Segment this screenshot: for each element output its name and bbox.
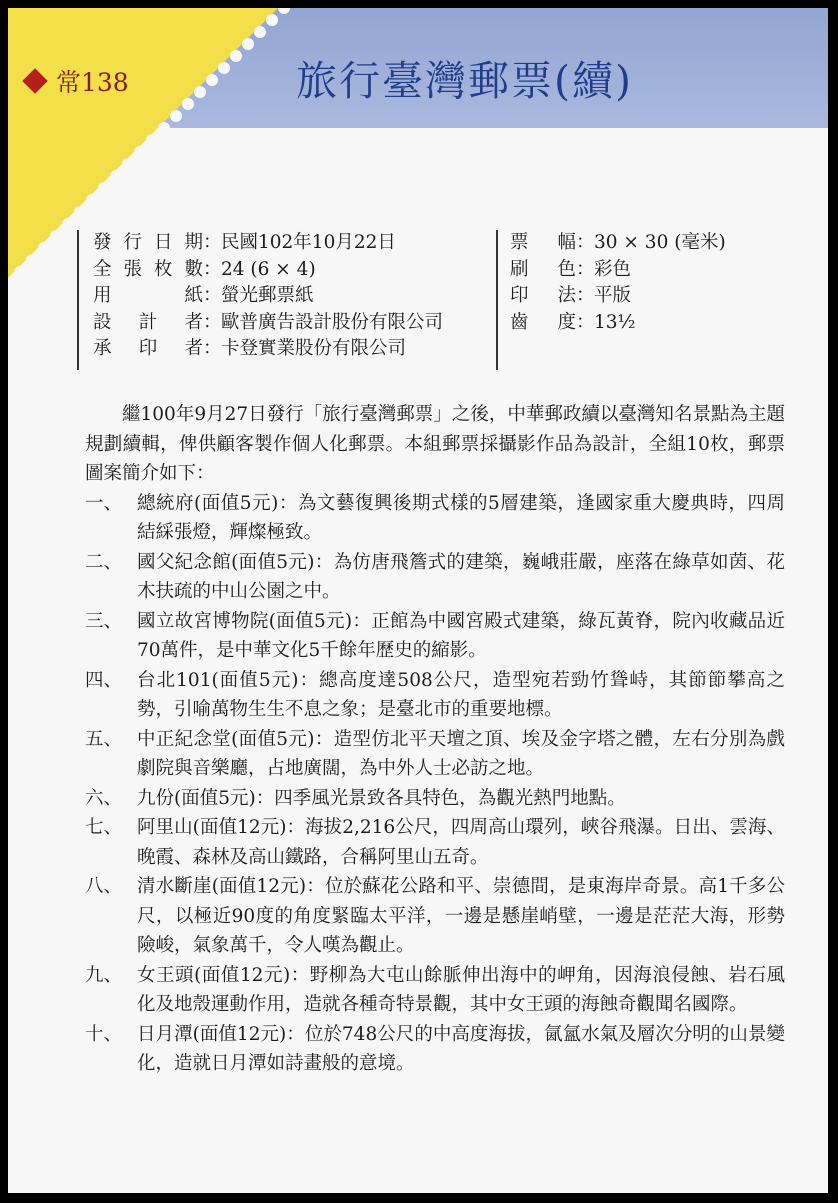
detail-label: 承印者 [93, 338, 203, 359]
list-item-text: 阿里山(面值12元)：海拔2,216公尺，四周高山環列，峽谷飛瀑。日出、雲海、晚霞、森林及高山鐵路，合稱阿里山五奇。 [137, 817, 785, 868]
list-item-number: 六、 [85, 787, 123, 809]
stamp-details [77, 230, 777, 372]
page-title: 旅行臺灣郵票(續) [296, 57, 633, 105]
list-item [85, 872, 785, 961]
detail-separator: ： [203, 338, 222, 359]
detail-label: 齒度 [510, 311, 576, 333]
detail-value: 歐普廣告設計股份有限公司 [221, 311, 444, 333]
list-item-number: 七、 [85, 817, 123, 838]
list-item-number: 一、 [85, 492, 123, 514]
list-item-text: 國立故宮博物院(面值5元)：正館為中國宮殿式建築，綠瓦黃脊，院內收藏品近70萬件，是中華文化5千餘年歷史的縮影。 [137, 610, 785, 661]
detail-separator: ： [203, 258, 222, 280]
list-item-number: 三、 [85, 610, 123, 632]
list-item [85, 961, 785, 1020]
detail-label: 印法 [510, 285, 576, 306]
details-left-column [77, 230, 503, 370]
list-item-text: 九份(面值5元)：四季風光景致各具特色，為觀光熱門地點。 [137, 787, 626, 809]
detail-separator: ： [576, 258, 595, 280]
detail-row [510, 230, 775, 257]
detail-value: 30 × 30 (毫米) [594, 232, 726, 253]
detail-row [510, 283, 775, 310]
detail-row [93, 310, 503, 337]
intro-paragraph: 繼100年9月27日發行「旅行臺灣郵票」之後，中華郵政續以臺灣知名景點為主題規劃續輯，俾供顧客製作個人化郵票。本組郵票採攝影作品為設計，全組10枚，郵票圖案簡介如下： [85, 404, 785, 484]
detail-label: 刷色 [510, 258, 576, 280]
list-item-text: 台北101(面值5元)：總高度達508公尺，造型宛若勁竹聳峙，其節節攀高之勢，引喻萬物生生不息之象；是臺北市的重要地標。 [137, 669, 785, 720]
list-item-text: 總統府(面值5元)：為文藝復興後期式樣的5層建築，逢國家重大慶典時，四周結綵張燈，輝燦極致。 [137, 492, 785, 543]
detail-value: 民國102年10月22日 [221, 232, 396, 253]
list-item-number: 二、 [85, 551, 123, 573]
list-item [85, 1020, 785, 1079]
list-item-text: 中正紀念堂(面值5元)：造型仿北平天壇之頂、埃及金字塔之體，左右分別為戲劇院與音樂廳，占地廣闊，為中外人士必訪之地。 [137, 728, 785, 779]
detail-separator: ： [576, 285, 595, 306]
detail-label: 票幅 [510, 232, 576, 253]
list-item [85, 548, 785, 607]
details-right-column [496, 230, 775, 370]
detail-row [93, 257, 503, 284]
diamond-icon [22, 68, 47, 93]
list-item-text: 清水斷崖(面值12元)：位於蘇花公路和平、崇德間，是東海岸奇景。高1千多公尺，以極近90度的角度緊臨太平洋，一邊是懸崖峭壁，一邊是茫茫大海，形勢險峻，氣象萬千，令人嘆為觀止。 [137, 876, 785, 956]
detail-value: 螢光郵票紙 [221, 285, 314, 306]
detail-value: 彩色 [594, 258, 632, 280]
detail-label: 用紙 [93, 285, 203, 306]
detail-value: 24 (6 × 4) [221, 258, 316, 280]
catalog-code-badge [26, 63, 129, 99]
list-item-text: 國父紀念館(面值5元)：為仿唐飛簷式的建築，巍峨莊嚴，座落在綠草如茵、花木扶疏的中山公園之中。 [137, 551, 785, 602]
stamp-info-sheet [8, 8, 828, 1193]
list-item [85, 489, 785, 548]
list-item-number: 九、 [85, 964, 123, 986]
detail-row [510, 257, 775, 284]
detail-separator: ： [203, 311, 222, 333]
detail-label: 發行日期 [93, 232, 203, 253]
detail-label: 全張枚數 [93, 258, 203, 280]
list-item [85, 666, 785, 725]
detail-separator: ： [576, 311, 595, 333]
detail-row [93, 336, 503, 363]
detail-row [93, 230, 503, 257]
list-item-text: 日月潭(面值12元)：位於748公尺的中高度海拔，氤氳水氣及層次分明的山景變化，造就日月潭如詩畫般的意境。 [137, 1023, 785, 1074]
list-item [85, 725, 785, 784]
detail-separator: ： [203, 232, 222, 253]
detail-value: 13½ [594, 311, 636, 333]
detail-row [93, 283, 503, 310]
list-item [85, 607, 785, 666]
list-item-number: 八、 [85, 876, 123, 897]
stamp-design-list [85, 489, 785, 1079]
detail-separator: ： [576, 232, 595, 253]
detail-label: 設計者 [93, 311, 203, 333]
catalog-code: 常138 [56, 68, 129, 97]
detail-separator: ： [203, 285, 222, 306]
detail-value: 平版 [594, 285, 632, 306]
list-item [85, 784, 785, 814]
list-item-text: 女王頭(面值12元)：野柳為大屯山餘脈伸出海中的岬角，因海浪侵蝕、岩石風化及地殼運動作用，造就各種奇特景觀，其中女王頭的海蝕奇觀聞名國際。 [137, 964, 785, 1015]
detail-row [510, 310, 775, 337]
detail-value: 卡登實業股份有限公司 [221, 338, 407, 359]
list-item-number: 十、 [85, 1023, 123, 1045]
list-item-number: 四、 [85, 669, 123, 691]
description-body [85, 400, 785, 1079]
list-item [85, 813, 785, 872]
list-item-number: 五、 [85, 728, 123, 750]
